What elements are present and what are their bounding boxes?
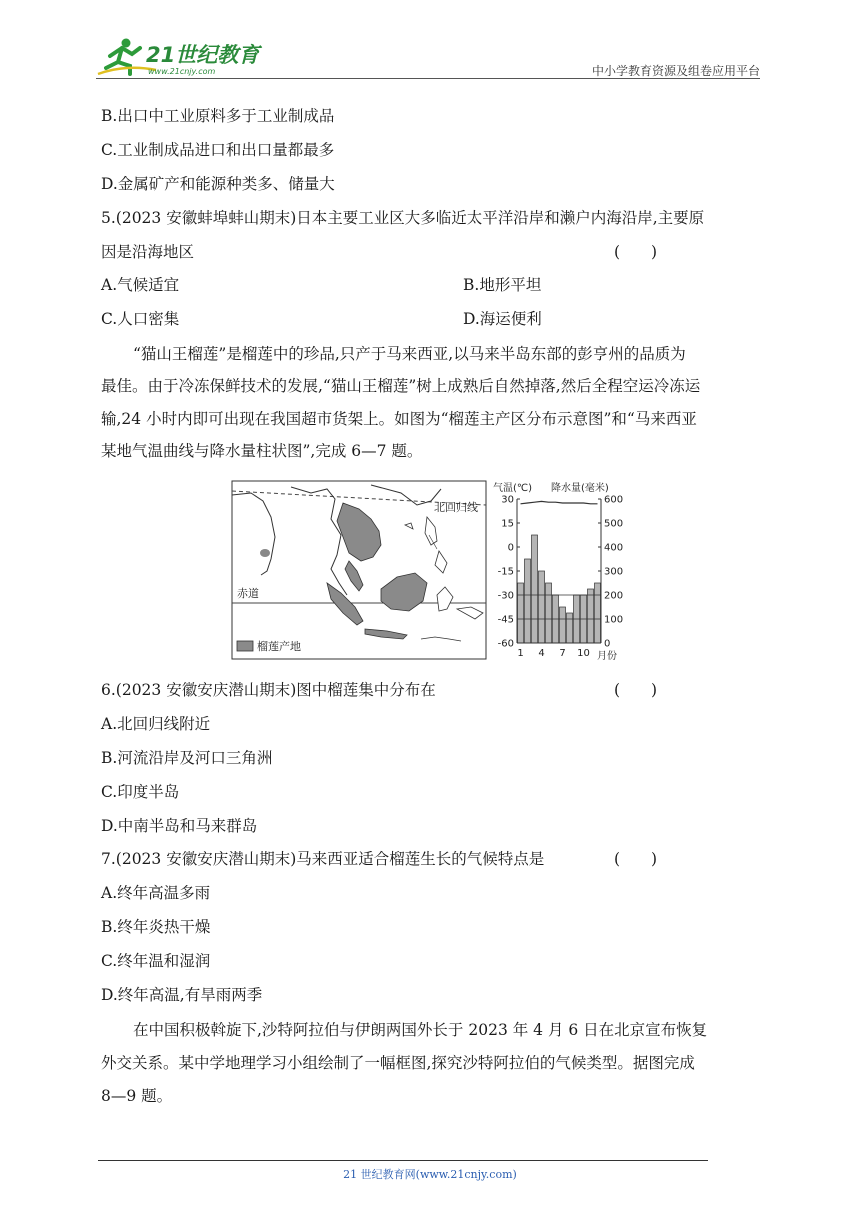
precip-bars [518,535,601,643]
page-header [96,34,760,78]
q5-stem-line1: 5.(2023 安徽蚌埠蚌山期末)日本主要工业区大多临近太平洋沿岸和濑户内海沿岸,主要原 [101,209,705,227]
q5-option-a: A.气候适宜 [101,276,180,294]
q7-answer-blank: ( ) [614,850,658,868]
q5-option-c: C.人口密集 [101,310,180,328]
q6-option-d: D.中南半岛和马来群岛 [101,817,258,835]
precip-tick-label: 100 [604,614,624,626]
q6-option-a: A.北回归线附近 [101,715,211,733]
header-divider [96,78,760,79]
precip-bar [539,571,545,643]
q7-option-d: D.终年高温,有旱雨两季 [101,986,263,1004]
q4-option-d: D.金属矿产和能源种类多、储量大 [101,175,335,193]
passage2-line3: 8—9 题。 [101,1087,173,1105]
precip-bar [560,607,566,643]
q5-option-d: D.海运便利 [463,310,542,328]
month-tick-label: 10 [577,648,590,659]
precip-bar [532,535,538,643]
passage2-line1: 在中国积极斡旋下,沙特阿拉伯与伊朗两国外长于 2023 年 4 月 6 日在北京宣布恢复 [133,1021,708,1039]
month-tick-label: 4 [538,648,545,659]
q4-option-b: B.出口中工业原料多于工业制成品 [101,107,335,125]
precip-bar [546,583,552,643]
precip-axis-label: 降水量(毫米) [551,483,609,494]
precip-axis-ticks [598,495,623,650]
q7-stem: 7.(2023 安徽安庆潜山期末)马来西亚适合榴莲生长的气候特点是 [101,850,545,868]
legend-label: 榴莲产地 [257,640,301,653]
platform-name: 中小学教育资源及组卷应用平台 [591,64,760,78]
q6-option-c: C.印度半岛 [101,783,180,801]
precip-tick-label: 500 [604,518,624,530]
month-tick-label: 1 [517,648,524,659]
q6-option-b: B.河流沿岸及河口三角洲 [101,749,273,767]
temp-tick-label: -45 [497,614,514,626]
precip-bar [588,589,594,643]
passage2-line2: 外交关系。某中学地理学习小组绘制了一幅框图,探究沙特阿拉伯的气候类型。据图完成 [101,1054,695,1072]
month-tick-label: 7 [559,648,566,659]
precip-bar [518,583,524,643]
month-ticks [517,648,590,659]
temp-tick-label: 0 [507,542,514,554]
precip-tick-label: 300 [604,566,624,578]
figure-map-and-climate-chart [231,479,631,663]
passage1-line2: 最佳。由于冷冻保鲜技术的发展,“猫山王榴莲”树上成熟后自然掉落,然后全程空运冷冻运 [101,377,701,395]
q5-answer-blank: ( ) [614,243,658,261]
q6-answer-blank: ( ) [614,681,658,699]
logo-url: www.21cnjy.com [148,67,216,76]
temp-tick-label: -60 [497,638,514,650]
logo-text: 21世纪教育 [146,43,260,67]
precip-bar [595,583,601,643]
passage1-line4: 某地气温曲线与降水量柱状图”,完成 6—7 题。 [101,442,423,460]
tropic-label: 北回归线 [434,501,478,514]
temp-curve [521,501,598,503]
q4-option-c: C.工业制成品进口和出口量都最多 [101,141,335,159]
site-logo [96,34,266,78]
durian-area-india [260,549,270,557]
equator-label: 赤道 [237,587,259,600]
temp-tick-label: -30 [497,590,514,602]
passage1-line1: “猫山王榴莲”是榴莲中的珍品,只产于马来西亚,以马来半岛东部的彭亨州的品质为 [133,345,686,363]
temp-axis-label: 气温(℃) [493,483,533,494]
precip-tick-label: 200 [604,590,624,602]
passage1-line3: 输,24 小时内即可出现在我国超市货架上。如图为“榴莲主产区分布示意图”和“马来西亚 [101,410,697,428]
q5-stem-line2: 因是沿海地区 [101,243,195,261]
q7-option-c: C.终年温和湿润 [101,952,211,970]
precip-tick-label: 400 [604,542,624,554]
temp-tick-label: -15 [497,566,514,578]
temp-tick-label: 30 [501,494,514,506]
precip-bar [567,613,573,643]
q7-option-b: B.终年炎热干燥 [101,918,211,936]
footer-divider [98,1160,708,1161]
precip-bar [525,559,531,643]
legend-swatch [237,641,253,651]
q6-stem: 6.(2023 安徽安庆潜山期末)图中榴莲集中分布在 [101,681,436,699]
q5-option-b: B.地形平坦 [463,276,542,294]
climate-chart [489,479,629,663]
temp-tick-label: 15 [501,518,514,530]
precip-tick-label: 600 [604,494,624,506]
footer-link[interactable]: 21 世纪教育网(www.21cnjy.com) [343,1168,517,1181]
month-unit-label: 月份 [597,651,617,662]
precip-tick-label: 0 [604,638,611,650]
q7-option-a: A.终年高温多雨 [101,884,211,902]
